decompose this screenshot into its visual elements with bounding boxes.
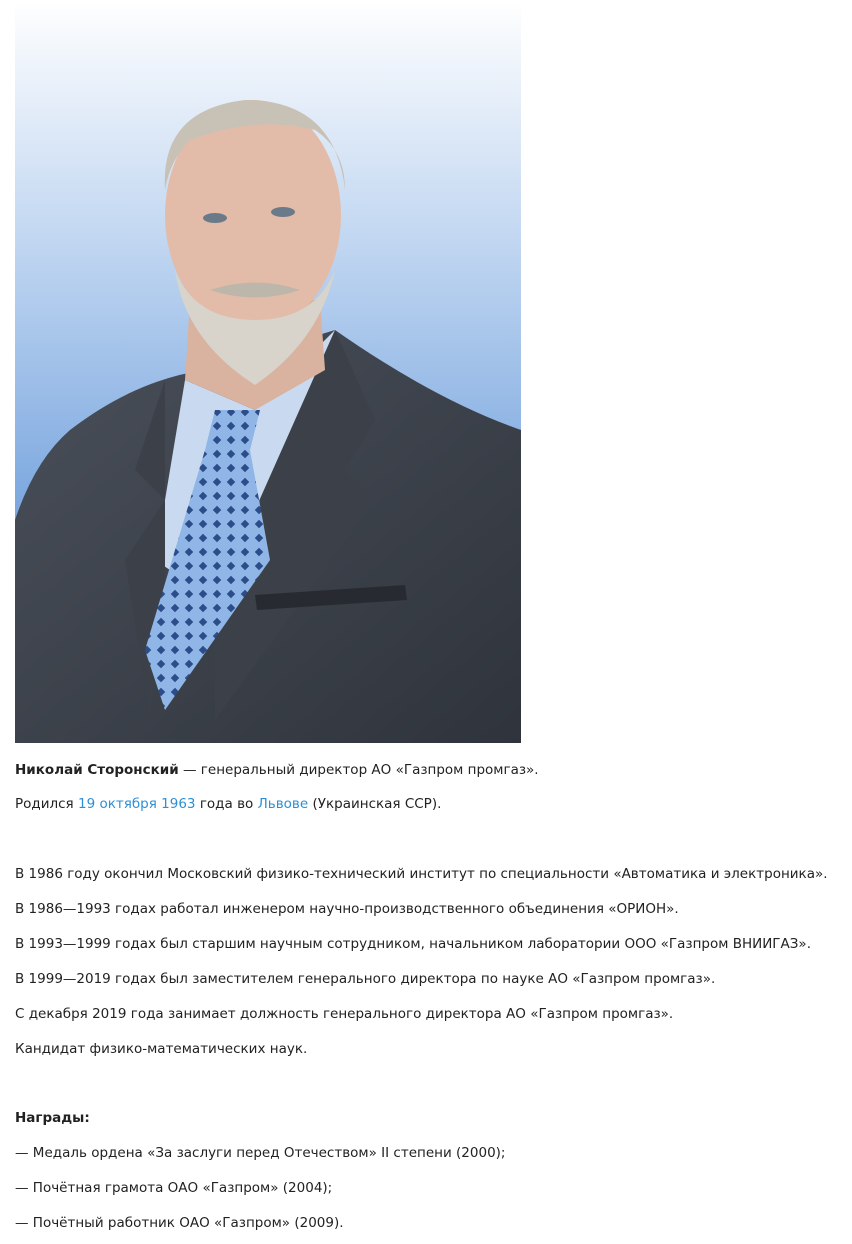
award-item: — Почётный работник ОАО «Газпром» (2009).: [15, 1215, 344, 1231]
person-title: — генеральный директор АО «Газпром промгаз».: [178, 762, 539, 778]
career-line: С декабря 2019 года занимает должность генерального директора АО «Газпром промгаз».: [15, 1006, 674, 1022]
career-line: В 1999—2019 годах был заместителем генерального директора по науке АО «Газпром промгаз».: [15, 971, 716, 987]
born-prefix: Родился: [15, 796, 78, 812]
birth-date-link[interactable]: 19 октября 1963: [77, 796, 196, 812]
career-line: В 1993—1999 годах был старшим научным сотрудником, начальником лаборатории ООО «Газпром ВНИИГАЗ».: [15, 936, 811, 952]
awards-heading: Награды:: [15, 1110, 90, 1126]
intro-line: [15, 761, 539, 779]
birth-city-link[interactable]: Львове: [257, 796, 309, 812]
degree-line: Кандидат физико-математических наук.: [15, 1041, 308, 1057]
award-item: — Почётная грамота ОАО «Газпром» (2004);: [15, 1180, 333, 1196]
portrait-photo: [15, 0, 521, 743]
born-suffix: (Украинская ССР).: [308, 796, 442, 812]
career-line: В 1986 году окончил Московский физико-технический институт по специальности «Автоматика и электроника».: [15, 866, 828, 882]
career-line: В 1986—1993 годах работал инженером научно-производственного объединения «ОРИОН».: [15, 901, 679, 917]
award-item: — Медаль ордена «За заслуги перед Отечеством» II степени (2000);: [15, 1145, 506, 1161]
born-line: [15, 795, 441, 813]
born-middle: года во: [195, 796, 258, 812]
person-name: Николай Сторонский: [15, 762, 179, 778]
